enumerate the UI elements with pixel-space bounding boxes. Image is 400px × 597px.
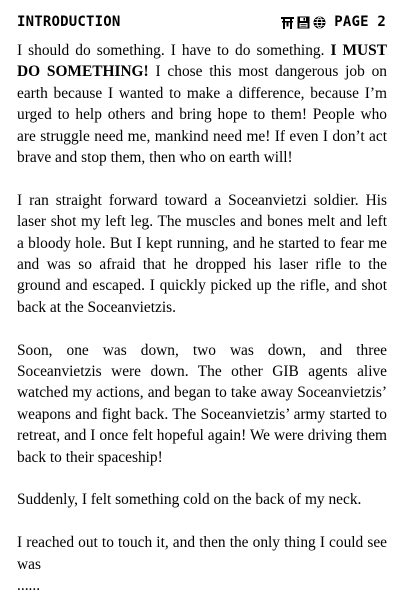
ellipsis-line: ...... <box>17 577 41 595</box>
story-text <box>17 40 387 597</box>
globe-icon <box>313 16 326 29</box>
paragraph-1-pre: I should do something. I have to do something. <box>17 42 331 59</box>
page-header <box>17 10 386 34</box>
paragraph-1-post: I chose this most dangerous job on earth because I wanted to make a difference, because I’m urged to help others and bring hope to them! People who are struggle need me, mankind need me! If even I don’t act brave and stop them, then who on earth will! <box>17 63 387 167</box>
paragraph-5: I reached out to touch it, and then the only thing I could see was <box>17 534 387 573</box>
paragraph-3: Soon, one was down, two was down, and three Soceanvietzis were down. The other GIB agents alive watched my actions, and began to take away Soceanvietzis’ weapons and fight back. The Soceanvietzis’ army started to retreat, and I once felt hopeful again! We were driving them back to their spaceship! <box>17 341 387 466</box>
paragraph-2: I ran straight forward toward a Soceanvietzi soldier. His laser shot my left leg. The muscles and bones melt and left a bloody hole. But I kept running, and he started to fear me and was so afraid that he dropped his laser rifle to the ground and escaped. I quickly picked up the rifle, and shot back at the Soceanvietzis. <box>17 191 387 316</box>
page-number: PAGE 2 <box>334 14 386 30</box>
gate-icon <box>281 16 294 29</box>
header-right <box>281 14 386 30</box>
paragraph-4: Suddenly, I felt something cold on the back of my neck. <box>17 491 362 509</box>
floppy-disk-icon <box>297 16 310 29</box>
paragraph-1 <box>17 40 387 168</box>
header-icons <box>281 16 326 29</box>
section-title: INTRODUCTION <box>17 14 121 30</box>
paragraph-1-emphasis: I MUST DO SOMETHING! <box>17 42 387 81</box>
